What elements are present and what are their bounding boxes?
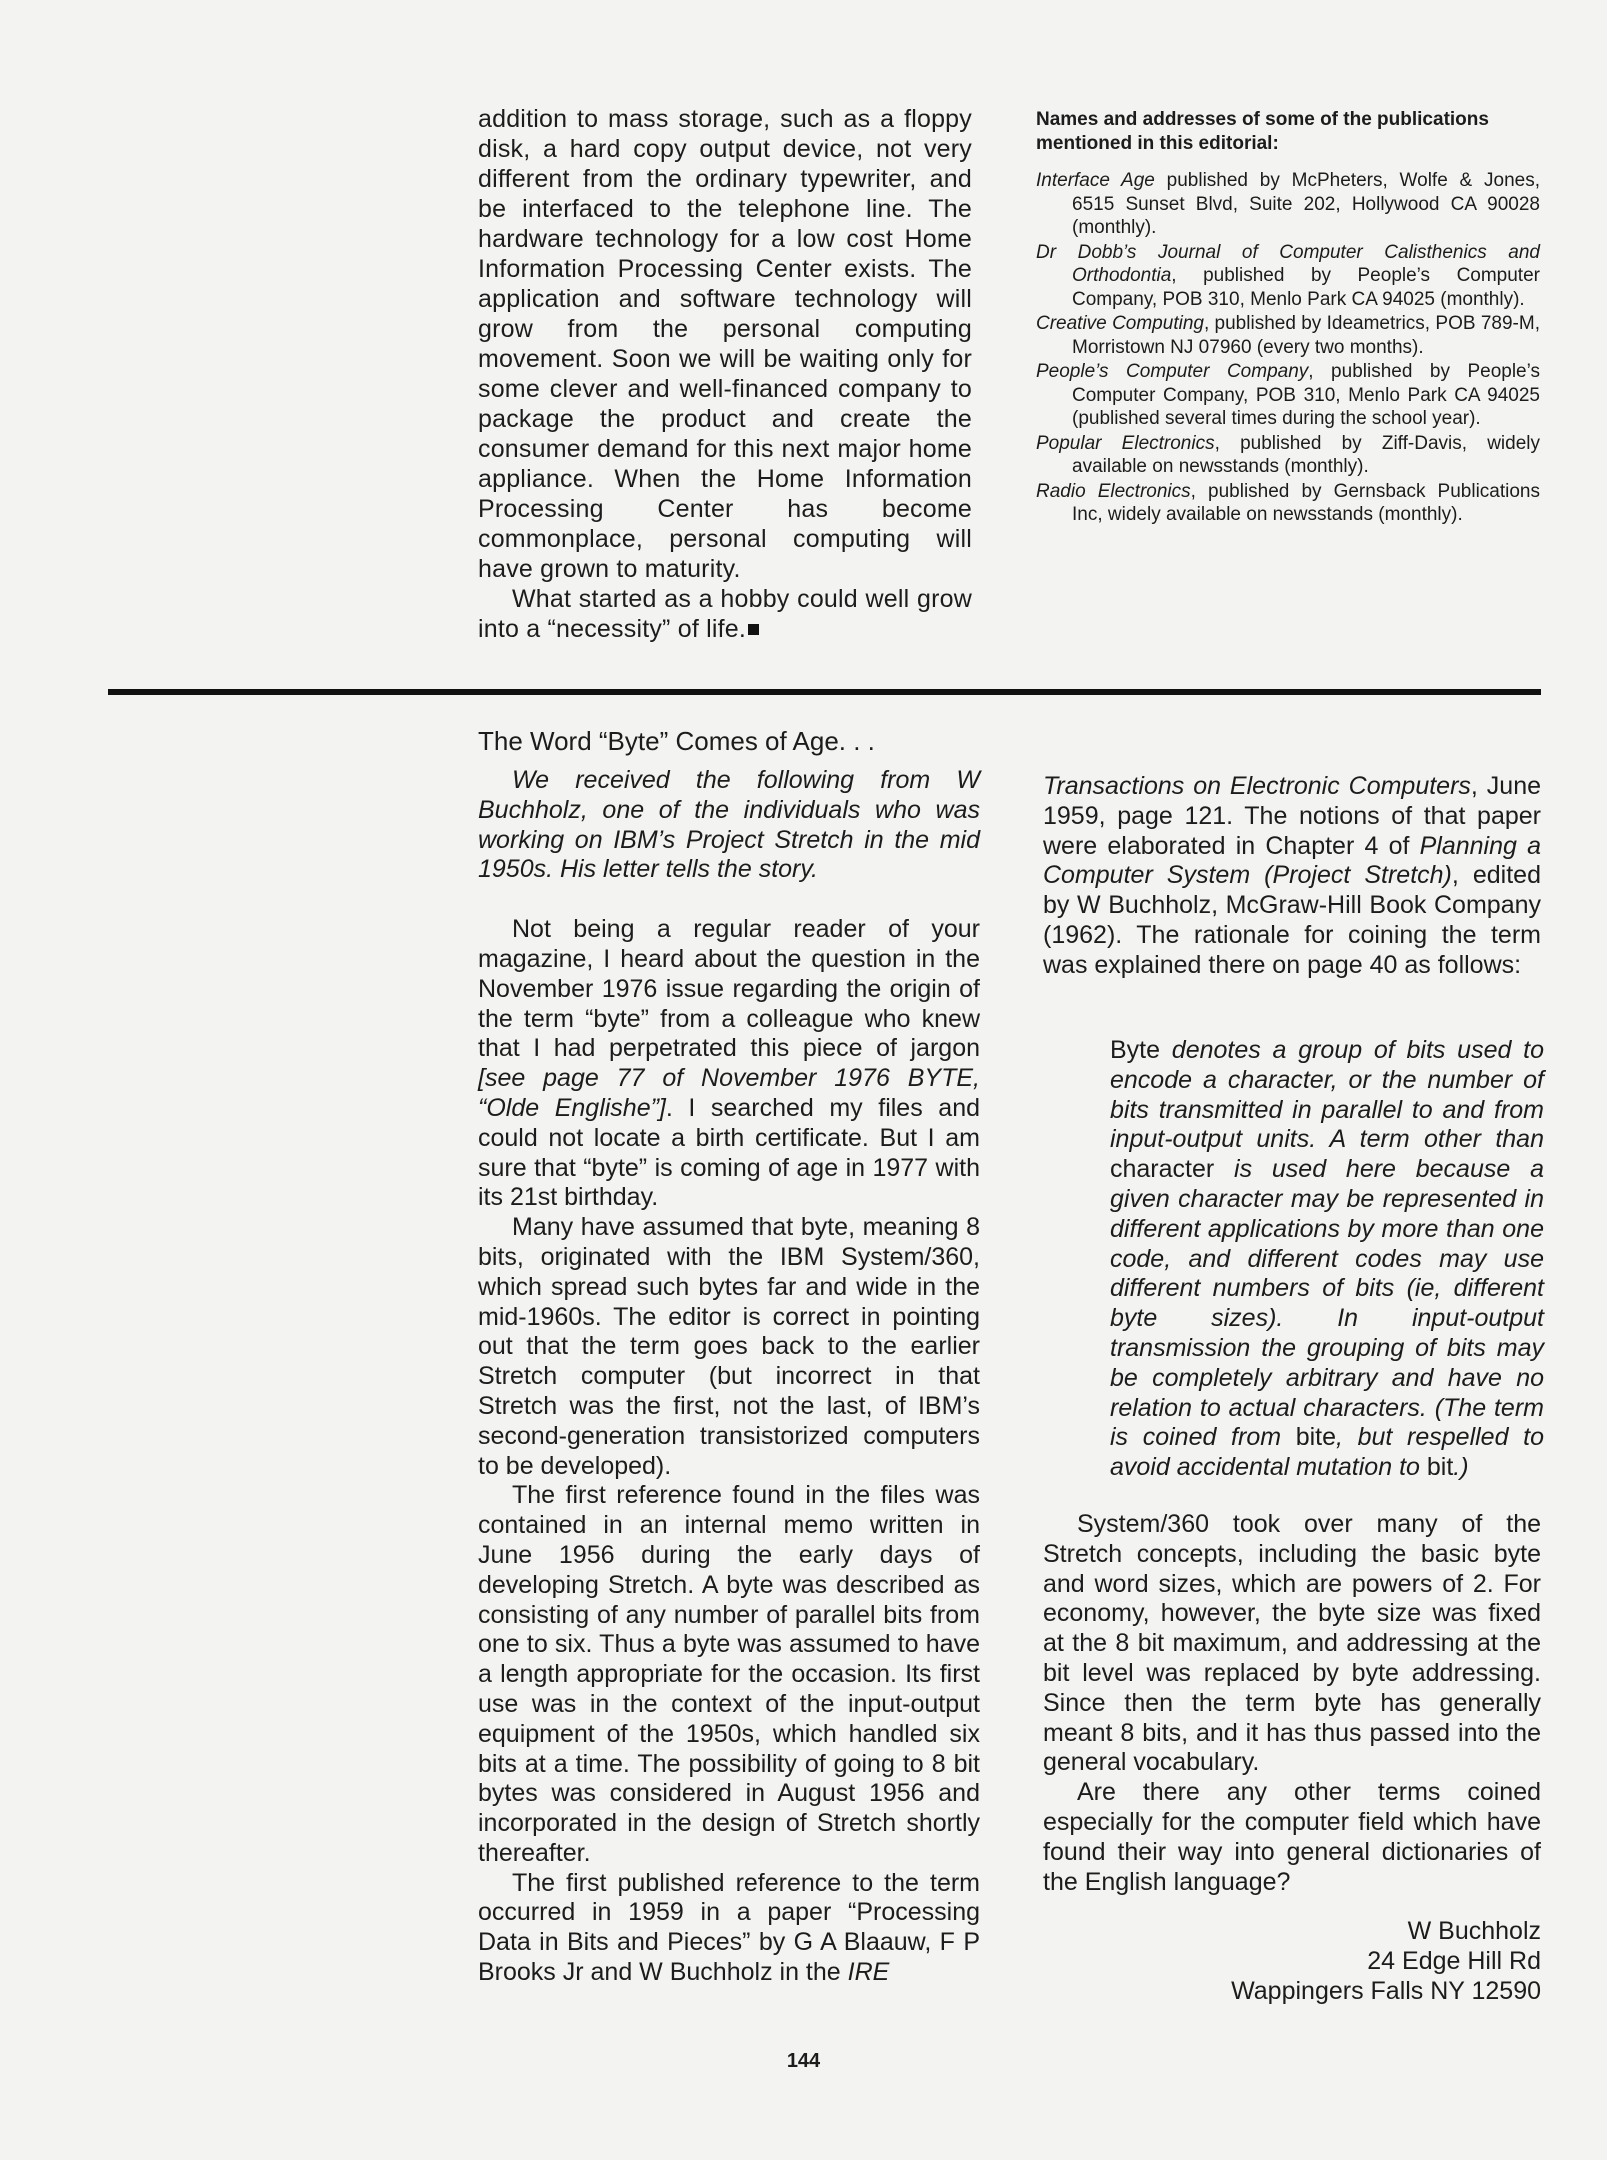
article-paragraph: The first published reference to the term occurred in 1959 in a paper “Processing Data in Bits and Pieces” by G A Blaauw, F P Brooks Jr and W Buchholz in the IRE — [478, 1868, 980, 1987]
signature-city: Wappingers Falls NY 12590 — [1231, 1977, 1541, 2005]
editorial-paragraph: addition to mass storage, such as a floppy disk, a hard copy output device, not very different from the ordinary typewriter, and be interfaced to the telephone line. The hardware technology for a low cost Home Information Processing Center exists. The application and software technology will grow from the personal computing movement. Soon we will be waiting only for some clever and well-financed company to package the product and create the consumer demand for this next major home appliance. When the Home Information Processing Center has become commonplace, personal computing will have grown to maturity. — [478, 105, 972, 583]
editorial-closing-paragraph: What started as a hobby could well grow into a “necessity” of life. — [478, 585, 972, 643]
signature-street: 24 Edge Hill Rd — [1367, 1947, 1541, 1975]
page-number: 144 — [786, 2050, 821, 2072]
publication-entry: Radio Electronics, published by Gernsback Publications Inc, widely available on newsstands (monthly). — [1036, 480, 1540, 525]
editorial-column — [478, 104, 972, 644]
article-paragraph: Are there any other terms coined especially for the computer field which have found their way into general dictionaries of the English language? — [1043, 1778, 1541, 1896]
signature-name: W Buchholz — [1407, 1917, 1541, 1945]
publication-entry: Creative Computing, published by Ideametrics, POB 789-M, Morristown NJ 07960 (every two months). — [1036, 313, 1540, 358]
publication-entry: Interface Age published by McPheters, Wolfe & Jones, 6515 Sunset Blvd, Suite 202, Hollywood CA 90028 (monthly). — [1036, 170, 1541, 238]
signature-block — [1231, 1916, 1541, 2006]
article-left-column — [478, 766, 980, 1988]
publication-entry: Popular Electronics, published by Ziff-Davis, widely available on newsstands (monthly). — [1036, 432, 1540, 477]
article-intro: We received the following from W Buchholz, one of the individuals who was working on IBM’s Project Stretch in the mid 1950s. His letter tells the story. — [478, 766, 980, 884]
article-paragraph: Transactions on Electronic Computers, June 1959, page 121. The notions of that paper were elaborated in Chapter 4 of Planning a Computer System (Project Stretch), edited by W Buchholz, McGraw-Hill Book Company (1962). The rationale for coining the term was explained there on page 40 as follows: — [1043, 772, 1542, 979]
section-divider — [108, 689, 1541, 695]
publication-entry: Dr Dobb’s Journal of Computer Calisthenics and Orthodontia, published by People’s Computer Company, POB 310, Menlo Park CA 94025 (monthly). — [1036, 241, 1540, 310]
publications-heading: Names and addresses of some of the publications mentioned in this editorial: — [1036, 109, 1489, 154]
article-right-column-lower — [1043, 1510, 1541, 1897]
article-reference: [see page 77 of November 1976 BYTE, “Olde Englishe”] — [478, 1064, 980, 1122]
publication-entry: People’s Computer Company, published by People’s Computer Company, POB 310, Menlo Park CA 94025 (published several times during the school year). — [1036, 361, 1540, 429]
article-title: The Word “Byte” Comes of Age. . . — [478, 726, 875, 756]
publications-sidebar — [1036, 108, 1540, 528]
article-paragraph: System/360 took over many of the Stretch concepts, including the basic byte and word sizes, which are powers of 2. For economy, however, the byte size was fixed at the 8 bit maximum, and addressing at the bit level was replaced by byte addressing. Since then the term byte has generally meant 8 bits, and it has thus passed into the general vocabulary. — [1043, 1510, 1541, 1777]
article-paragraph: Many have assumed that byte, meaning 8 bits, originated with the IBM System/360, which spread such bytes far and wide in the mid-1960s. The editor is correct in pointing out that the term goes back to the earlier Stretch computer (but incorrect in that Stretch was the first, not the last, of IBM’s second-generation transistorized computers to be developed). — [478, 1213, 980, 1480]
article-paragraph: The first reference found in the files was contained in an internal memo written in June 1956 during the early days of developing Stretch. A byte was described as consisting of any number of parallel bits from one to six. Thus a byte was assumed to have a length appropriate for the occasion. Its first use was in the context of the input-output equipment of the 1950s, which handled six bits at a time. The possibility of going to 8 bit bytes was considered in August 1956 and incorporated in the design of Stretch shortly thereafter. — [478, 1481, 980, 1867]
article-paragraph: Not being a regular reader of your magazine, I heard about the question in the November 1976 issue regarding the origin of the term “byte” from a colleague who knew that I had perpetrated this piece of jargon [see page 77 of November 1976 BYTE, “Olde Englishe”]. I searched my files and could not locate a birth certificate. But I am sure that “byte” is coming of age in 1977 with its 21st birthday. — [478, 915, 981, 1212]
end-mark-icon — [748, 624, 759, 635]
block-quote: Byte denotes a group of bits used to encode a character, or the number of bits transmitted in parallel to and from input-output units. A term other than character is used here because a given character may be represented in different applications by more than one code, and different codes may use different numbers of bits (ie, different byte sizes). In input-output transmission the grouping of bits may be completely arbitrary and have no relation to actual characters. (The term is coined from bite, but respelled to avoid accidental mutation to bit.) — [1110, 1036, 1544, 1482]
article-right-column — [1043, 772, 1541, 981]
